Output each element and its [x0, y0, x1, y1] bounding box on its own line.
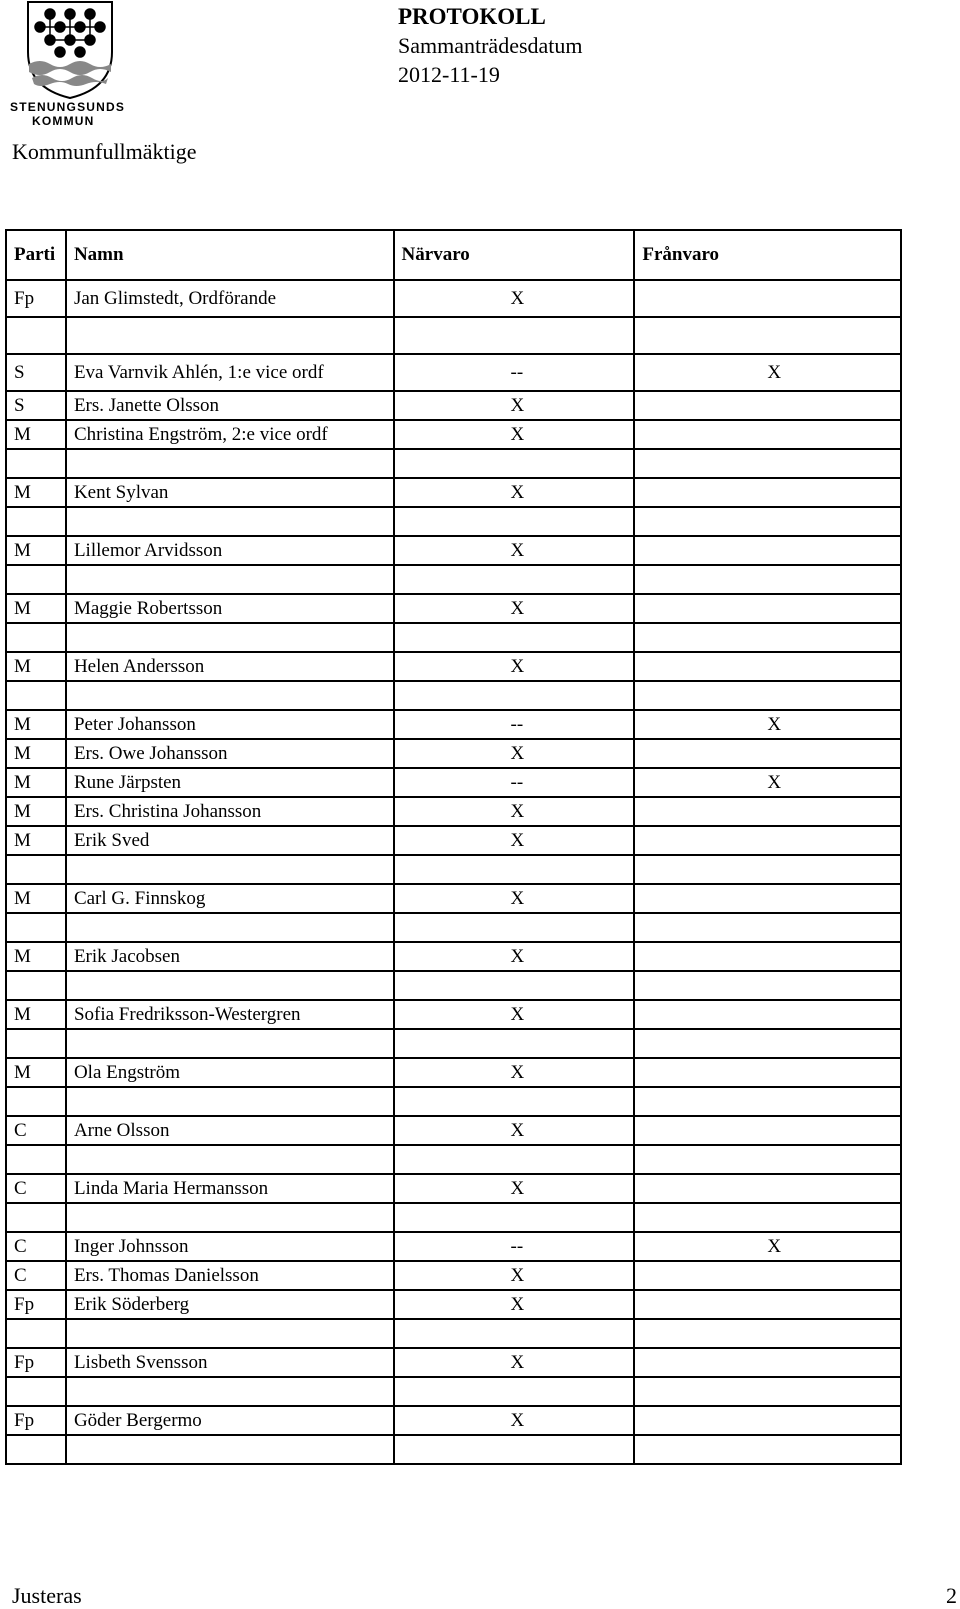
absent-mark: X [767, 771, 782, 793]
name-cell [66, 507, 394, 536]
present-cell [394, 652, 635, 681]
absent-cell [634, 1290, 901, 1319]
absent-cell [634, 1203, 901, 1232]
absent-cell [634, 1029, 901, 1058]
absent-cell [634, 768, 901, 797]
absent-cell [634, 1348, 901, 1377]
absent-cell [634, 652, 901, 681]
party-cell [6, 623, 66, 652]
present-cell [394, 1290, 635, 1319]
present-cell [394, 420, 635, 449]
absent-cell [634, 826, 901, 855]
present-cell [394, 1319, 635, 1348]
party-cell: Fp [6, 1406, 66, 1435]
present-cell [394, 507, 635, 536]
name-cell [66, 1203, 394, 1232]
present-mark: X [510, 1351, 525, 1373]
table-row [6, 1232, 901, 1261]
absent-cell [634, 971, 901, 1000]
party-cell [6, 565, 66, 594]
table-row [6, 1087, 901, 1116]
name-cell: Ers. Owe Johansson [66, 739, 394, 768]
party-cell: M [6, 942, 66, 971]
present-cell [394, 855, 635, 884]
party-cell: M [6, 768, 66, 797]
absent-cell [634, 681, 901, 710]
party-cell: C [6, 1116, 66, 1145]
name-cell: Carl G. Finnskog [66, 884, 394, 913]
name-cell: Eva Varnvik Ahlén, 1:e vice ordf [66, 354, 394, 391]
present-mark: X [510, 742, 525, 764]
absent-cell [634, 913, 901, 942]
table-row [6, 317, 901, 354]
name-cell: Lillemor Arvidsson [66, 536, 394, 565]
party-cell [6, 855, 66, 884]
name-cell: Sofia Fredriksson-Westergren [66, 1000, 394, 1029]
table-row [6, 1261, 901, 1290]
absent-cell [634, 1261, 901, 1290]
present-mark: -- [510, 361, 524, 383]
party-cell [6, 1087, 66, 1116]
name-cell [66, 681, 394, 710]
present-cell [394, 280, 635, 317]
present-cell [394, 1203, 635, 1232]
party-cell [6, 1377, 66, 1406]
table-row [6, 855, 901, 884]
party-cell [6, 913, 66, 942]
footer-signature-label: Justeras [12, 1583, 82, 1608]
name-cell: Kent Sylvan [66, 478, 394, 507]
document-title: PROTOKOLL [398, 4, 546, 29]
party-cell [6, 971, 66, 1000]
party-cell: M [6, 594, 66, 623]
absent-cell [634, 565, 901, 594]
present-mark: X [510, 945, 525, 967]
party-cell: M [6, 1058, 66, 1087]
present-cell [394, 942, 635, 971]
absent-cell [634, 1058, 901, 1087]
party-cell [6, 449, 66, 478]
header-name: Namn [66, 230, 394, 280]
party-cell [6, 681, 66, 710]
name-cell [66, 1029, 394, 1058]
absent-mark: X [767, 1235, 782, 1257]
absent-cell [634, 1377, 901, 1406]
logo-text-line1: STENUNGSUNDS [10, 100, 126, 114]
table-row [6, 1029, 901, 1058]
name-cell [66, 1377, 394, 1406]
name-cell [66, 855, 394, 884]
present-cell [394, 1087, 635, 1116]
absent-cell [634, 797, 901, 826]
table-row [6, 565, 901, 594]
present-cell [394, 1116, 635, 1145]
attendance-rows [6, 280, 901, 1464]
party-cell [6, 1029, 66, 1058]
present-cell [394, 449, 635, 478]
table-row [6, 1406, 901, 1435]
absent-cell [634, 280, 901, 317]
table-row [6, 942, 901, 971]
present-cell [394, 317, 635, 354]
name-cell: Maggie Robertsson [66, 594, 394, 623]
attendance-table [5, 229, 902, 1465]
table-row [6, 652, 901, 681]
absent-cell [634, 1145, 901, 1174]
party-cell: M [6, 478, 66, 507]
table-row [6, 739, 901, 768]
party-cell: M [6, 826, 66, 855]
present-cell [394, 739, 635, 768]
present-mark: X [510, 1293, 525, 1315]
name-cell [66, 1145, 394, 1174]
party-cell: C [6, 1261, 66, 1290]
present-cell [394, 797, 635, 826]
coat-of-arms-icon [20, 0, 120, 100]
header-present: Närvaro [394, 230, 635, 280]
party-cell [6, 1203, 66, 1232]
present-mark: X [510, 1119, 525, 1141]
present-cell [394, 768, 635, 797]
present-mark: -- [510, 1235, 524, 1257]
present-mark: X [510, 1264, 525, 1286]
present-cell [394, 1058, 635, 1087]
table-row [6, 768, 901, 797]
name-cell [66, 1319, 394, 1348]
present-cell [394, 1406, 635, 1435]
present-cell [394, 478, 635, 507]
header-absent: Frånvaro [634, 230, 901, 280]
name-cell [66, 913, 394, 942]
table-row [6, 478, 901, 507]
present-mark: -- [510, 713, 524, 735]
present-cell [394, 565, 635, 594]
present-mark: X [510, 394, 525, 416]
table-row [6, 971, 901, 1000]
party-cell: M [6, 884, 66, 913]
name-cell: Linda Maria Hermansson [66, 1174, 394, 1203]
present-cell [394, 971, 635, 1000]
name-cell [66, 565, 394, 594]
party-cell: M [6, 652, 66, 681]
absent-cell [634, 1232, 901, 1261]
present-cell [394, 594, 635, 623]
absent-cell [634, 391, 901, 420]
present-cell [394, 1232, 635, 1261]
name-cell: Inger Johnsson [66, 1232, 394, 1261]
name-cell: Helen Andersson [66, 652, 394, 681]
present-mark: X [510, 481, 525, 503]
table-row [6, 536, 901, 565]
table-row [6, 420, 901, 449]
present-mark: X [510, 829, 525, 851]
table-row [6, 1000, 901, 1029]
present-cell [394, 354, 635, 391]
name-cell [66, 623, 394, 652]
meeting-date-label: Sammanträdesdatum [398, 33, 583, 58]
absent-cell [634, 1087, 901, 1116]
table-header-row [6, 230, 901, 280]
present-cell [394, 1145, 635, 1174]
present-mark: X [510, 423, 525, 445]
party-cell [6, 317, 66, 354]
party-cell [6, 1435, 66, 1464]
name-cell [66, 449, 394, 478]
name-cell: Ers. Christina Johansson [66, 797, 394, 826]
absent-cell [634, 710, 901, 739]
party-cell: M [6, 739, 66, 768]
table-row [6, 1319, 901, 1348]
absent-cell [634, 1435, 901, 1464]
absent-cell [634, 1174, 901, 1203]
absent-cell [634, 855, 901, 884]
party-cell: M [6, 1000, 66, 1029]
municipality-logo [10, 0, 132, 132]
name-cell [66, 971, 394, 1000]
party-cell: S [6, 391, 66, 420]
table-row [6, 1145, 901, 1174]
party-cell: S [6, 354, 66, 391]
table-row [6, 826, 901, 855]
name-cell: Erik Jacobsen [66, 942, 394, 971]
party-cell: Fp [6, 280, 66, 317]
absent-cell [634, 623, 901, 652]
table-row [6, 1290, 901, 1319]
name-cell: Lisbeth Svensson [66, 1348, 394, 1377]
present-cell [394, 1029, 635, 1058]
table-row [6, 1116, 901, 1145]
present-mark: X [510, 887, 525, 909]
name-cell: Peter Johansson [66, 710, 394, 739]
table-row [6, 391, 901, 420]
absent-cell [634, 594, 901, 623]
present-mark: X [510, 1177, 525, 1199]
present-cell [394, 1261, 635, 1290]
name-cell: Ers. Janette Olsson [66, 391, 394, 420]
party-cell: Fp [6, 1290, 66, 1319]
table-row [6, 623, 901, 652]
table-row [6, 1203, 901, 1232]
table-row [6, 1058, 901, 1087]
present-cell [394, 681, 635, 710]
party-cell: M [6, 420, 66, 449]
absent-cell [634, 420, 901, 449]
absent-cell [634, 942, 901, 971]
present-cell [394, 623, 635, 652]
party-cell [6, 1145, 66, 1174]
absent-cell [634, 884, 901, 913]
table-row [6, 797, 901, 826]
present-mark: X [510, 1409, 525, 1431]
table-row [6, 449, 901, 478]
present-cell [394, 391, 635, 420]
present-cell [394, 1174, 635, 1203]
absent-cell [634, 536, 901, 565]
party-cell: M [6, 536, 66, 565]
page-number: 2 [946, 1583, 957, 1608]
absent-cell [634, 1406, 901, 1435]
name-cell: Ola Engström [66, 1058, 394, 1087]
name-cell: Erik Sved [66, 826, 394, 855]
present-mark: X [510, 597, 525, 619]
table-row [6, 913, 901, 942]
party-cell: C [6, 1232, 66, 1261]
table-row [6, 1435, 901, 1464]
absent-cell [634, 354, 901, 391]
party-cell [6, 1319, 66, 1348]
table-row [6, 594, 901, 623]
absent-mark: X [767, 713, 782, 735]
present-cell [394, 1377, 635, 1406]
table-row [6, 507, 901, 536]
present-mark: X [510, 655, 525, 677]
name-cell [66, 317, 394, 354]
name-cell: Ers. Thomas Danielsson [66, 1261, 394, 1290]
table-row [6, 1174, 901, 1203]
present-cell [394, 1000, 635, 1029]
absent-cell [634, 739, 901, 768]
present-cell [394, 1435, 635, 1464]
party-cell [6, 507, 66, 536]
party-cell: C [6, 1174, 66, 1203]
party-cell: M [6, 797, 66, 826]
table-row [6, 280, 901, 317]
name-cell: Rune Järpsten [66, 768, 394, 797]
name-cell: Arne Olsson [66, 1116, 394, 1145]
name-cell [66, 1087, 394, 1116]
present-mark: X [510, 1003, 525, 1025]
document-header [398, 2, 583, 89]
meeting-date: 2012-11-19 [398, 62, 500, 87]
header-party: Parti [6, 230, 66, 280]
absent-mark: X [767, 361, 782, 383]
name-cell: Christina Engström, 2:e vice ordf [66, 420, 394, 449]
present-mark: -- [510, 771, 524, 793]
present-mark: X [510, 539, 525, 561]
logo-text-line2: KOMMUN [32, 114, 95, 128]
present-mark: X [510, 287, 525, 309]
table-row [6, 1348, 901, 1377]
present-cell [394, 1348, 635, 1377]
present-cell [394, 913, 635, 942]
absent-cell [634, 507, 901, 536]
name-cell: Jan Glimstedt, Ordförande [66, 280, 394, 317]
absent-cell [634, 1319, 901, 1348]
name-cell: Göder Bergermo [66, 1406, 394, 1435]
absent-cell [634, 449, 901, 478]
table-row [6, 710, 901, 739]
present-cell [394, 884, 635, 913]
absent-cell [634, 1116, 901, 1145]
present-cell [394, 826, 635, 855]
party-cell: M [6, 710, 66, 739]
committee-name: Kommunfullmäktige [12, 139, 197, 164]
name-cell: Erik Söderberg [66, 1290, 394, 1319]
table-row [6, 681, 901, 710]
present-mark: X [510, 1061, 525, 1083]
present-mark: X [510, 800, 525, 822]
table-row [6, 1377, 901, 1406]
name-cell [66, 1435, 394, 1464]
table-row [6, 884, 901, 913]
table-row [6, 354, 901, 391]
party-cell: Fp [6, 1348, 66, 1377]
absent-cell [634, 317, 901, 354]
absent-cell [634, 1000, 901, 1029]
present-cell [394, 536, 635, 565]
absent-cell [634, 478, 901, 507]
present-cell [394, 710, 635, 739]
